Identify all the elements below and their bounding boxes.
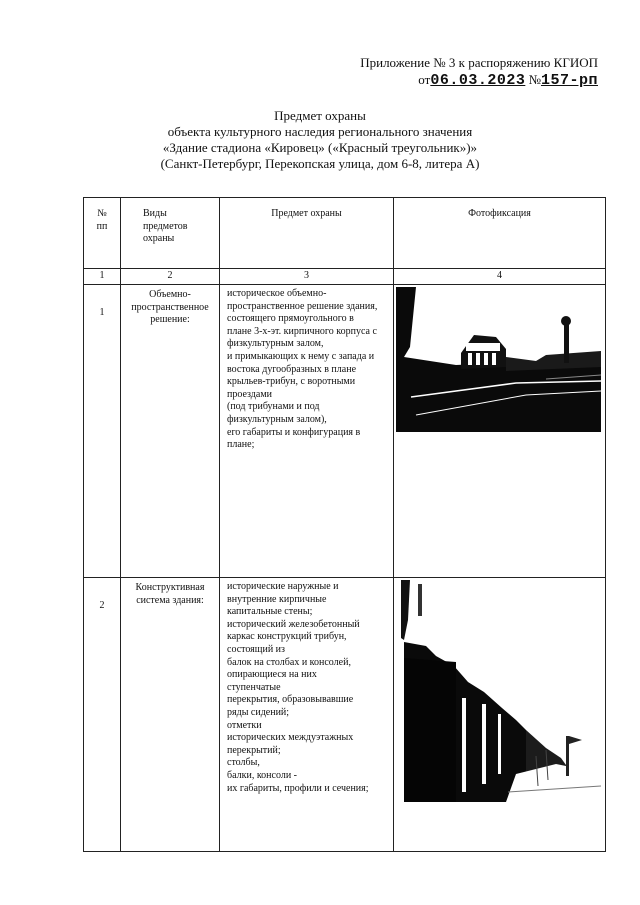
annex-number-sign: № <box>528 72 541 87</box>
table-header-row <box>84 198 606 269</box>
table-row <box>84 578 606 852</box>
header-subject: Предмет охраны <box>220 198 394 269</box>
annex-date-line <box>360 72 598 89</box>
row-description: исторические наружные и внутренние кирпичные капитальные стены; исторический железобетонный каркас конструкций трибун, состоящий из балок на столбах и консолей, опирающиеся на них ступенчатые перекрытия, образовывавшие ряды сидений; отметки исторических междуэтажных перекрытий; столбы, балки, консоли - их габариты, профили и сечения; <box>220 578 394 852</box>
table-row <box>84 285 606 578</box>
annex-from-label: от <box>418 72 431 87</box>
title-line-1: Предмет охраны <box>274 108 366 123</box>
title-line-2: объекта культурного наследия регионального значения <box>167 124 473 139</box>
row-number: 2 <box>84 578 121 852</box>
header-no: № пп <box>84 198 121 269</box>
col-number-2: 2 <box>121 269 220 285</box>
col-number-1: 1 <box>84 269 121 285</box>
title-line-3: «Здание стадиона «Кировец» («Красный треугольник»)» <box>162 140 478 155</box>
row-number: 1 <box>84 285 121 578</box>
row-description: историческое объемно- пространственное решение здания, состоящего прямоугольного в плане 3-х-эт. кирпичного корпуса с физкультурным залом, и примыкающих к нему с запада и востока дугообразных в плане крыльев-трибун, с воротными проездами (под трибунами и под физкультурным залом), его габариты и конфигурация в плане; <box>220 285 394 578</box>
header-photo: Фотофиксация <box>394 198 606 269</box>
title-line-4: (Санкт-Петербург, Перекопская улица, дом 6-8, литера А) <box>160 156 480 171</box>
protection-table <box>83 197 606 852</box>
header-kind: Виды предметов охраны <box>121 198 220 269</box>
col-number-3: 3 <box>220 269 394 285</box>
document-title <box>0 108 640 172</box>
annex-line: Приложение № 3 к распоряжению КГИОП <box>360 55 598 70</box>
photo-cell <box>394 285 606 578</box>
annex-header <box>360 55 598 89</box>
annex-number: 157-рп <box>540 72 598 89</box>
photo-cell <box>394 578 606 852</box>
grandstand-structure-photo <box>396 580 601 802</box>
annex-date: 06.03.2023 <box>430 72 526 89</box>
table-number-row <box>84 269 606 285</box>
col-number-4: 4 <box>394 269 606 285</box>
row-kind: Объемно- пространственное решение: <box>121 285 220 578</box>
stadium-building-photo <box>396 287 601 432</box>
row-kind: Конструктивная система здания: <box>121 578 220 852</box>
